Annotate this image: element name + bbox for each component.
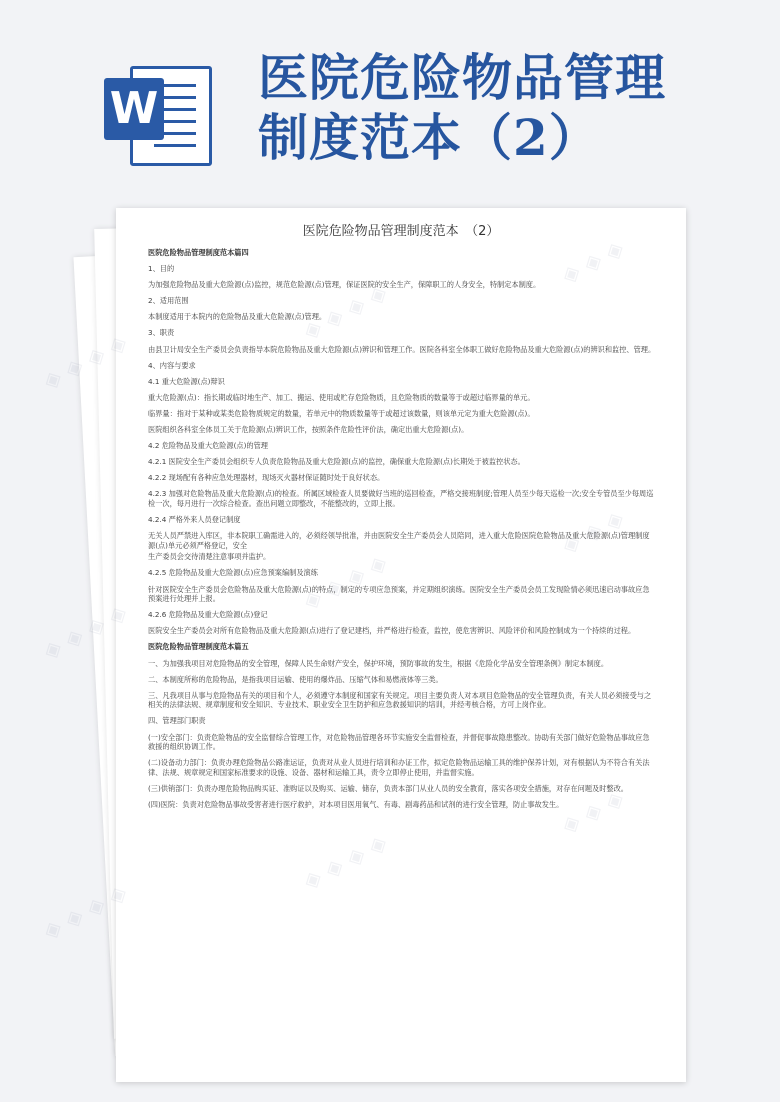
paragraph: 生产委员会交待清楚注意事项并监护。 [148, 552, 271, 562]
page-title-line1: 医院危险物品管理 [258, 48, 666, 107]
paragraph: 4.2.5 危险物品及重大危险源(点)应急预案编制及演练 [148, 568, 318, 578]
paragraph: 为加强危险物品及重大危险源(点)监控，规范危险源(点)管理，保证医院的安全生产，保障职工的人身安全，特制定本制度。 [148, 280, 541, 290]
paragraph: 二、本制度所称的危险物品，是指我项目运输、使用的爆炸品、压缩气体和易燃液体等三类。 [148, 674, 443, 684]
section-heading: 医院危险物品管理制度范本篇四 [148, 248, 249, 257]
paragraph: 医院安全生产委员会对所有危险物品及重大危险源(点)进行了登记建档，并严格进行检查，监控，使危害辨识、风险评价和风险控制成为一个持续的过程。 [148, 626, 636, 636]
paragraph: 4.2.2 现场配有各种应急处理器材，现场灭火器材保证随时处于良好状态。 [148, 473, 385, 483]
word-icon-letter: W [104, 78, 164, 140]
document-body [116, 242, 686, 810]
paragraph: (三)供销部门：负责办理危险物品购买证、准购证以及购买、运输、储存，负责本部门从业人员的安全教育，落实各项安全措施，对存在问题及时整改。 [148, 783, 628, 793]
section-heading: 医院危险物品管理制度范本篇五 [148, 642, 249, 652]
paragraph: 重大危险源(点)：指长期或临时地生产、加工、搬运、使用或贮存危险物质，且危险物质的数量等于或超过临界量的单元。 [148, 392, 535, 402]
paragraph: 4.2.1 医院安全生产委员会组织专人负责危险物品及重大危险源(点)的监控，确保重大危险源(点)长期处于被监控状态。 [148, 457, 525, 467]
paragraph: 4、内容与要求 [148, 360, 196, 370]
paragraph: (二)设备动力部门：负责办理危险物品公路准运证，负责对从业人员进行培训和办证工作，拟定危险物品运输工具的维护保养计划，对有根据认为不符合有关法律、法规、规章规定和国家标准要求的设施、设备、器材和运输工具，责令立即停止使用，并监督实施。 [148, 758, 650, 777]
paragraph: 临界量：指对于某种或某类危险物质规定的数量，若单元中的物质数量等于或超过该数量，则该单元定为重大危险源(点)。 [148, 408, 535, 418]
paragraph: 由县卫计局安全生产委员会负责指导本院危险物品及重大危险源(点)辨识和管理工作。医院各科室全体职工做好危险物品及重大危险源(点)的辨识和监控、管理。 [148, 344, 656, 354]
paragraph: 2、适用范围 [148, 296, 189, 306]
paragraph: (一)安全部门：负责危险物品的安全监督综合管理工作，对危险物品管理各环节实施安全监督检查，并督促事故隐患整改。协助有关部门做好危险物品事故应急救援的组织协调工作。 [148, 732, 650, 752]
paragraph: 四、管理部门职责 [148, 716, 206, 726]
paragraph: 4.2.6 危险物品及重大危险源(点)登记 [148, 610, 268, 620]
paragraph: 本制度适用于本院内的危险物品及重大危险源(点)管理。 [148, 312, 327, 322]
paragraph: 1、目的 [148, 264, 175, 274]
paragraph: 医院组织各科室全体员工关于危险源(点)辨识工作，按照条件危险性评价法，确定出重大危险源(点)。 [148, 425, 469, 435]
page-title-line2: 制度范本（2） [258, 108, 600, 167]
paragraph: 3、职责 [148, 328, 175, 338]
paragraph: 4.2 危险物品及重大危险源(点)的管理 [148, 441, 268, 451]
word-document-icon [104, 62, 208, 164]
paragraph: 4.2.4 严格外来人员登记制度 [148, 515, 241, 525]
banner [0, 0, 780, 200]
paragraph: 4.2.3 加强对危险物品及重大危险源(点)的检查。所属区域检查人员要做好当班的巡回检查，严格交接班制度;管理人员至少每天巡检一次;安全专管员至少每周巡检一次，每月进行一次综合检查。查出问题立即整改，不能整改的，立即上报。 [148, 489, 654, 508]
paragraph: 针对医院安全生产委员会危险物品及重大危险源(点)的特点，制定的专项应急预案，并定期组织演练。医院安全生产委员会员工发现险情必须迅速启动事故应急预案进行处理并上报。 [148, 584, 650, 604]
paragraph: 三、凡我项目从事与危险物品有关的项目和个人，必须遵守本制度和国家有关规定。项目主要负责人对本项目危险物品的安全管理负责，有关人员必须接受与之相关的法律法规、规章制度和安全知识、专业技术、职业安全卫生防护和应急救援知识的培训，并经考核合格，方可上岗作业。 [148, 690, 652, 710]
document-page [116, 208, 686, 1082]
paragraph: 一、为加强我项目对危险物品的安全管理，保障人民生命财产安全，保护环境，预防事故的发生，根据《危险化学品安全管理条例》制定本制度。 [148, 658, 609, 668]
paragraph: 无关人员严禁进入库区，非本院职工确需进入的，必须经领导批准，并由医院安全生产委员会人员陪同，进入重大危险医院危险物品及重大危险源(点)管理制度源(点)单元必须严格登记，安全 [148, 531, 650, 550]
page-title [258, 48, 758, 168]
paragraph: 4.1 重大危险源(点)辩识 [148, 376, 225, 386]
paragraph: (四)医院：负责对危险物品事故受害者进行医疗救护，对本项目医用氧气、有毒、剧毒药品和试剂的进行安全管理，防止事故发生。 [148, 799, 564, 809]
document-title: 医院危险物品管理制度范本 （2） [302, 224, 500, 239]
